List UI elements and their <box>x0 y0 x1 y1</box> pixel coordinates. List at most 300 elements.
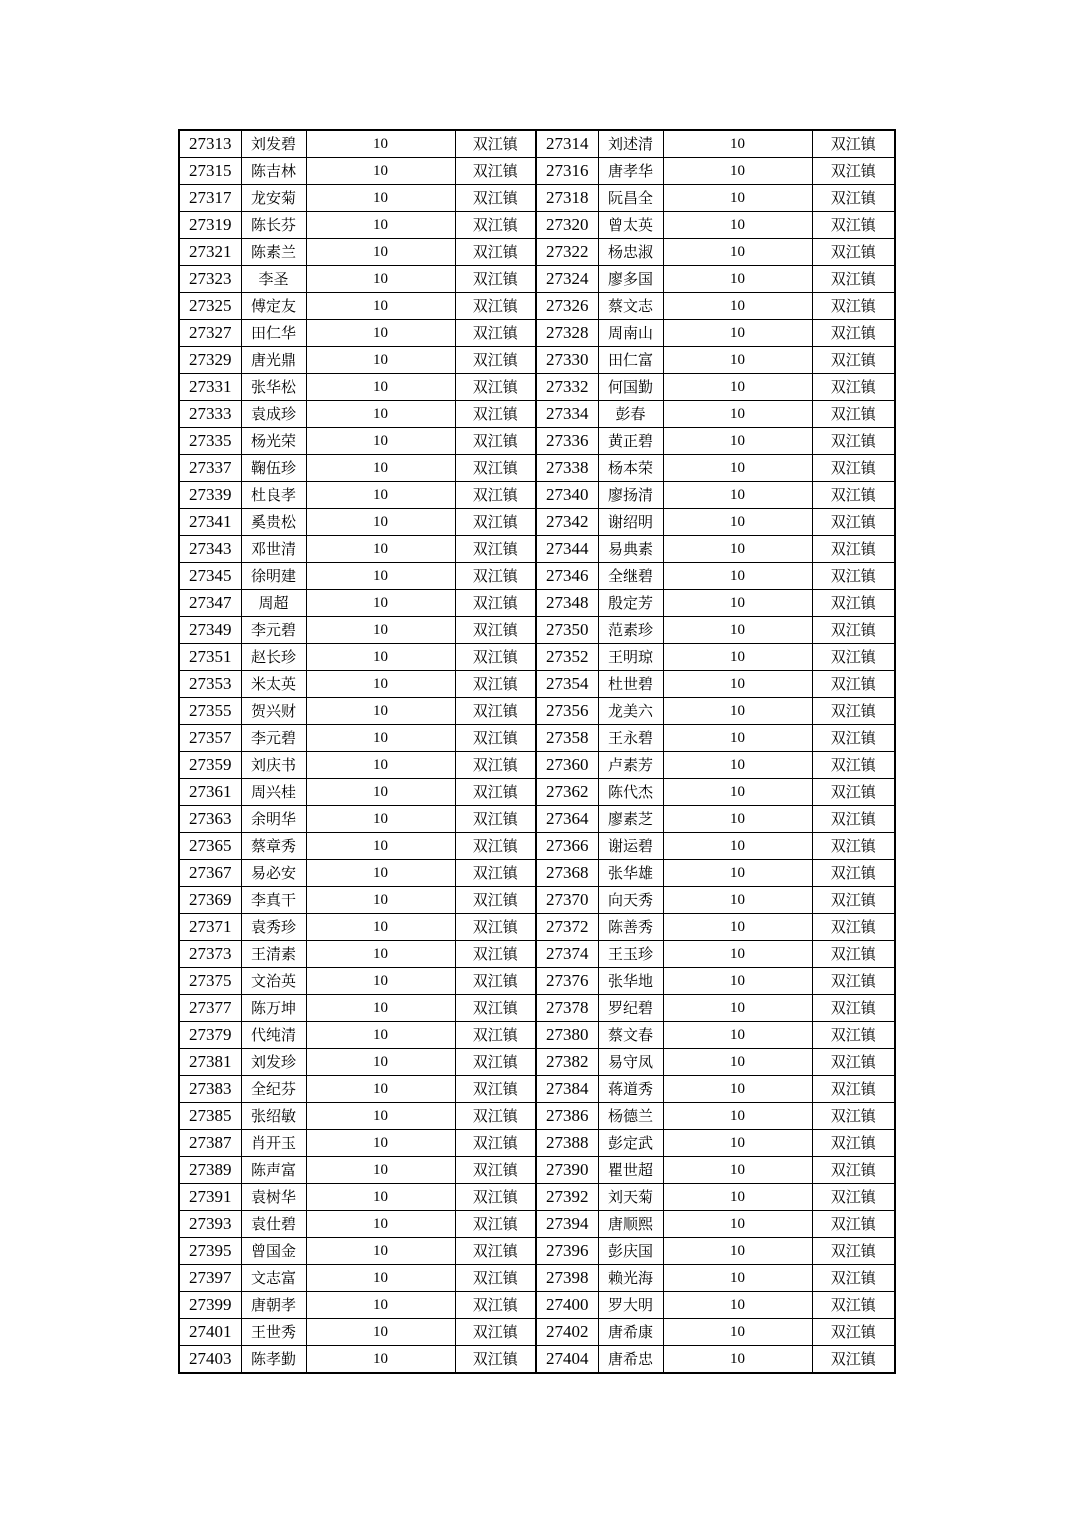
left-town-name-cell: 双江镇 <box>455 1265 536 1292</box>
left-person-name-cell: 曾国金 <box>241 1238 306 1265</box>
right-amount-cell: 10 <box>663 671 812 698</box>
right-person-name-cell: 唐孝华 <box>598 158 663 185</box>
left-record-id-cell: 27355 <box>179 698 241 725</box>
roster-table-body <box>179 130 895 1373</box>
right-person-name-cell: 张华地 <box>598 968 663 995</box>
right-record-id-cell: 27324 <box>536 266 598 293</box>
table-row <box>179 1319 895 1346</box>
right-person-name-cell: 王明琼 <box>598 644 663 671</box>
left-record-id-cell: 27369 <box>179 887 241 914</box>
right-record-id-cell: 27384 <box>536 1076 598 1103</box>
left-town-name-cell: 双江镇 <box>455 1076 536 1103</box>
right-town-name-cell: 双江镇 <box>812 158 895 185</box>
left-amount-cell: 10 <box>306 401 455 428</box>
right-amount-cell: 10 <box>663 887 812 914</box>
right-amount-cell: 10 <box>663 941 812 968</box>
right-person-name-cell: 向天秀 <box>598 887 663 914</box>
left-town-name-cell: 双江镇 <box>455 617 536 644</box>
right-amount-cell: 10 <box>663 130 812 158</box>
right-person-name-cell: 黄正碧 <box>598 428 663 455</box>
table-row <box>179 455 895 482</box>
left-record-id-cell: 27339 <box>179 482 241 509</box>
right-town-name-cell: 双江镇 <box>812 320 895 347</box>
right-town-name-cell: 双江镇 <box>812 509 895 536</box>
right-record-id-cell: 27340 <box>536 482 598 509</box>
right-town-name-cell: 双江镇 <box>812 590 895 617</box>
right-person-name-cell: 杨本荣 <box>598 455 663 482</box>
right-town-name-cell: 双江镇 <box>812 1049 895 1076</box>
right-town-name-cell: 双江镇 <box>812 536 895 563</box>
left-record-id-cell: 27325 <box>179 293 241 320</box>
right-person-name-cell: 陈代杰 <box>598 779 663 806</box>
table-row <box>179 860 895 887</box>
left-person-name-cell: 袁成珍 <box>241 401 306 428</box>
right-amount-cell: 10 <box>663 401 812 428</box>
right-record-id-cell: 27342 <box>536 509 598 536</box>
left-town-name-cell: 双江镇 <box>455 455 536 482</box>
left-record-id-cell: 27385 <box>179 1103 241 1130</box>
left-town-name-cell: 双江镇 <box>455 671 536 698</box>
right-person-name-cell: 彭春 <box>598 401 663 428</box>
right-person-name-cell: 蒋道秀 <box>598 1076 663 1103</box>
right-town-name-cell: 双江镇 <box>812 617 895 644</box>
right-amount-cell: 10 <box>663 1103 812 1130</box>
left-record-id-cell: 27321 <box>179 239 241 266</box>
right-record-id-cell: 27320 <box>536 212 598 239</box>
right-record-id-cell: 27372 <box>536 914 598 941</box>
left-record-id-cell: 27337 <box>179 455 241 482</box>
right-record-id-cell: 27362 <box>536 779 598 806</box>
left-record-id-cell: 27317 <box>179 185 241 212</box>
table-row <box>179 401 895 428</box>
table-row <box>179 185 895 212</box>
right-person-name-cell: 范素珍 <box>598 617 663 644</box>
right-person-name-cell: 彭定武 <box>598 1130 663 1157</box>
table-row <box>179 1184 895 1211</box>
right-amount-cell: 10 <box>663 347 812 374</box>
right-amount-cell: 10 <box>663 482 812 509</box>
left-record-id-cell: 27353 <box>179 671 241 698</box>
right-person-name-cell: 周南山 <box>598 320 663 347</box>
right-person-name-cell: 唐希康 <box>598 1319 663 1346</box>
left-person-name-cell: 刘庆书 <box>241 752 306 779</box>
table-row <box>179 698 895 725</box>
left-amount-cell: 10 <box>306 1103 455 1130</box>
left-person-name-cell: 刘发珍 <box>241 1049 306 1076</box>
left-amount-cell: 10 <box>306 860 455 887</box>
right-record-id-cell: 27390 <box>536 1157 598 1184</box>
left-amount-cell: 10 <box>306 293 455 320</box>
left-amount-cell: 10 <box>306 833 455 860</box>
right-person-name-cell: 田仁富 <box>598 347 663 374</box>
left-person-name-cell: 奚贵松 <box>241 509 306 536</box>
table-row <box>179 347 895 374</box>
table-row <box>179 509 895 536</box>
right-record-id-cell: 27382 <box>536 1049 598 1076</box>
right-amount-cell: 10 <box>663 860 812 887</box>
right-amount-cell: 10 <box>663 320 812 347</box>
left-person-name-cell: 张绍敏 <box>241 1103 306 1130</box>
right-town-name-cell: 双江镇 <box>812 1265 895 1292</box>
right-person-name-cell: 阮昌全 <box>598 185 663 212</box>
right-person-name-cell: 罗大明 <box>598 1292 663 1319</box>
table-row <box>179 779 895 806</box>
left-amount-cell: 10 <box>306 725 455 752</box>
right-record-id-cell: 27322 <box>536 239 598 266</box>
right-record-id-cell: 27368 <box>536 860 598 887</box>
left-town-name-cell: 双江镇 <box>455 1319 536 1346</box>
left-amount-cell: 10 <box>306 914 455 941</box>
left-record-id-cell: 27347 <box>179 590 241 617</box>
left-record-id-cell: 27367 <box>179 860 241 887</box>
left-record-id-cell: 27361 <box>179 779 241 806</box>
right-town-name-cell: 双江镇 <box>812 1022 895 1049</box>
table-row <box>179 833 895 860</box>
right-town-name-cell: 双江镇 <box>812 779 895 806</box>
right-person-name-cell: 易典素 <box>598 536 663 563</box>
table-row <box>179 320 895 347</box>
right-record-id-cell: 27328 <box>536 320 598 347</box>
right-person-name-cell: 廖多国 <box>598 266 663 293</box>
right-person-name-cell: 刘天菊 <box>598 1184 663 1211</box>
left-amount-cell: 10 <box>306 239 455 266</box>
left-record-id-cell: 27351 <box>179 644 241 671</box>
left-person-name-cell: 余明华 <box>241 806 306 833</box>
left-person-name-cell: 徐明建 <box>241 563 306 590</box>
right-record-id-cell: 27398 <box>536 1265 598 1292</box>
right-person-name-cell: 谢运碧 <box>598 833 663 860</box>
right-record-id-cell: 27330 <box>536 347 598 374</box>
table-row <box>179 1022 895 1049</box>
left-amount-cell: 10 <box>306 185 455 212</box>
left-person-name-cell: 文志富 <box>241 1265 306 1292</box>
left-person-name-cell: 鞠伍珍 <box>241 455 306 482</box>
table-row <box>179 941 895 968</box>
left-town-name-cell: 双江镇 <box>455 914 536 941</box>
left-person-name-cell: 易必安 <box>241 860 306 887</box>
left-town-name-cell: 双江镇 <box>455 1049 536 1076</box>
left-amount-cell: 10 <box>306 779 455 806</box>
right-amount-cell: 10 <box>663 455 812 482</box>
right-person-name-cell: 龙美六 <box>598 698 663 725</box>
left-person-name-cell: 陈声富 <box>241 1157 306 1184</box>
right-record-id-cell: 27358 <box>536 725 598 752</box>
right-record-id-cell: 27364 <box>536 806 598 833</box>
left-person-name-cell: 邓世清 <box>241 536 306 563</box>
left-record-id-cell: 27343 <box>179 536 241 563</box>
right-record-id-cell: 27370 <box>536 887 598 914</box>
right-town-name-cell: 双江镇 <box>812 239 895 266</box>
left-amount-cell: 10 <box>306 158 455 185</box>
left-record-id-cell: 27319 <box>179 212 241 239</box>
right-town-name-cell: 双江镇 <box>812 563 895 590</box>
left-person-name-cell: 唐光鼎 <box>241 347 306 374</box>
right-amount-cell: 10 <box>663 968 812 995</box>
left-record-id-cell: 27341 <box>179 509 241 536</box>
left-person-name-cell: 陈孝勤 <box>241 1346 306 1374</box>
left-person-name-cell: 杨光荣 <box>241 428 306 455</box>
right-person-name-cell: 杨忠淑 <box>598 239 663 266</box>
right-amount-cell: 10 <box>663 1157 812 1184</box>
left-record-id-cell: 27329 <box>179 347 241 374</box>
table-row <box>179 725 895 752</box>
right-town-name-cell: 双江镇 <box>812 293 895 320</box>
left-record-id-cell: 27381 <box>179 1049 241 1076</box>
left-person-name-cell: 全纪芬 <box>241 1076 306 1103</box>
right-town-name-cell: 双江镇 <box>812 752 895 779</box>
left-amount-cell: 10 <box>306 590 455 617</box>
right-person-name-cell: 杨德兰 <box>598 1103 663 1130</box>
right-town-name-cell: 双江镇 <box>812 833 895 860</box>
left-town-name-cell: 双江镇 <box>455 887 536 914</box>
right-town-name-cell: 双江镇 <box>812 887 895 914</box>
right-person-name-cell: 刘述清 <box>598 130 663 158</box>
left-record-id-cell: 27395 <box>179 1238 241 1265</box>
right-town-name-cell: 双江镇 <box>812 455 895 482</box>
left-amount-cell: 10 <box>306 1130 455 1157</box>
right-record-id-cell: 27360 <box>536 752 598 779</box>
left-record-id-cell: 27391 <box>179 1184 241 1211</box>
left-town-name-cell: 双江镇 <box>455 130 536 158</box>
right-record-id-cell: 27394 <box>536 1211 598 1238</box>
left-person-name-cell: 周超 <box>241 590 306 617</box>
left-amount-cell: 10 <box>306 130 455 158</box>
table-row <box>179 995 895 1022</box>
table-row <box>179 671 895 698</box>
left-town-name-cell: 双江镇 <box>455 482 536 509</box>
right-amount-cell: 10 <box>663 779 812 806</box>
left-record-id-cell: 27345 <box>179 563 241 590</box>
left-amount-cell: 10 <box>306 1211 455 1238</box>
left-amount-cell: 10 <box>306 1346 455 1374</box>
left-amount-cell: 10 <box>306 428 455 455</box>
right-person-name-cell: 杜世碧 <box>598 671 663 698</box>
right-person-name-cell: 罗纪碧 <box>598 995 663 1022</box>
table-row <box>179 617 895 644</box>
right-person-name-cell: 谢绍明 <box>598 509 663 536</box>
left-record-id-cell: 27403 <box>179 1346 241 1374</box>
table-row <box>179 968 895 995</box>
right-record-id-cell: 27352 <box>536 644 598 671</box>
right-record-id-cell: 27346 <box>536 563 598 590</box>
left-town-name-cell: 双江镇 <box>455 347 536 374</box>
left-amount-cell: 10 <box>306 887 455 914</box>
left-person-name-cell: 袁仕碧 <box>241 1211 306 1238</box>
right-amount-cell: 10 <box>663 644 812 671</box>
left-record-id-cell: 27401 <box>179 1319 241 1346</box>
table-row <box>179 1157 895 1184</box>
right-town-name-cell: 双江镇 <box>812 995 895 1022</box>
right-record-id-cell: 27366 <box>536 833 598 860</box>
right-person-name-cell: 王玉珍 <box>598 941 663 968</box>
left-town-name-cell: 双江镇 <box>455 509 536 536</box>
left-amount-cell: 10 <box>306 644 455 671</box>
left-amount-cell: 10 <box>306 347 455 374</box>
right-person-name-cell: 易守凤 <box>598 1049 663 1076</box>
left-town-name-cell: 双江镇 <box>455 806 536 833</box>
table-row <box>179 590 895 617</box>
right-town-name-cell: 双江镇 <box>812 644 895 671</box>
left-amount-cell: 10 <box>306 1076 455 1103</box>
left-person-name-cell: 李元碧 <box>241 617 306 644</box>
right-person-name-cell: 瞿世超 <box>598 1157 663 1184</box>
right-record-id-cell: 27336 <box>536 428 598 455</box>
left-amount-cell: 10 <box>306 1022 455 1049</box>
left-record-id-cell: 27399 <box>179 1292 241 1319</box>
left-person-name-cell: 唐朝孝 <box>241 1292 306 1319</box>
left-record-id-cell: 27323 <box>179 266 241 293</box>
right-amount-cell: 10 <box>663 1049 812 1076</box>
table-row <box>179 914 895 941</box>
table-row <box>179 1211 895 1238</box>
left-person-name-cell: 龙安菊 <box>241 185 306 212</box>
right-town-name-cell: 双江镇 <box>812 428 895 455</box>
left-person-name-cell: 李元碧 <box>241 725 306 752</box>
left-town-name-cell: 双江镇 <box>455 698 536 725</box>
right-amount-cell: 10 <box>663 1346 812 1374</box>
right-town-name-cell: 双江镇 <box>812 185 895 212</box>
right-town-name-cell: 双江镇 <box>812 1292 895 1319</box>
right-amount-cell: 10 <box>663 374 812 401</box>
left-amount-cell: 10 <box>306 752 455 779</box>
table-row <box>179 752 895 779</box>
left-town-name-cell: 双江镇 <box>455 968 536 995</box>
left-record-id-cell: 27377 <box>179 995 241 1022</box>
right-record-id-cell: 27392 <box>536 1184 598 1211</box>
right-person-name-cell: 卢素芳 <box>598 752 663 779</box>
left-record-id-cell: 27327 <box>179 320 241 347</box>
right-record-id-cell: 27334 <box>536 401 598 428</box>
left-record-id-cell: 27357 <box>179 725 241 752</box>
left-record-id-cell: 27331 <box>179 374 241 401</box>
left-person-name-cell: 田仁华 <box>241 320 306 347</box>
right-town-name-cell: 双江镇 <box>812 1076 895 1103</box>
left-amount-cell: 10 <box>306 563 455 590</box>
right-record-id-cell: 27332 <box>536 374 598 401</box>
table-row <box>179 1103 895 1130</box>
left-town-name-cell: 双江镇 <box>455 185 536 212</box>
left-town-name-cell: 双江镇 <box>455 293 536 320</box>
left-record-id-cell: 27389 <box>179 1157 241 1184</box>
table-row <box>179 1346 895 1374</box>
table-row <box>179 1238 895 1265</box>
right-amount-cell: 10 <box>663 509 812 536</box>
left-person-name-cell: 张华松 <box>241 374 306 401</box>
table-row <box>179 239 895 266</box>
left-amount-cell: 10 <box>306 212 455 239</box>
right-amount-cell: 10 <box>663 563 812 590</box>
left-town-name-cell: 双江镇 <box>455 752 536 779</box>
right-town-name-cell: 双江镇 <box>812 1238 895 1265</box>
right-amount-cell: 10 <box>663 752 812 779</box>
left-person-name-cell: 陈万坤 <box>241 995 306 1022</box>
left-town-name-cell: 双江镇 <box>455 941 536 968</box>
left-town-name-cell: 双江镇 <box>455 1022 536 1049</box>
left-town-name-cell: 双江镇 <box>455 374 536 401</box>
left-amount-cell: 10 <box>306 617 455 644</box>
table-row <box>179 293 895 320</box>
left-town-name-cell: 双江镇 <box>455 1238 536 1265</box>
left-town-name-cell: 双江镇 <box>455 158 536 185</box>
left-town-name-cell: 双江镇 <box>455 320 536 347</box>
right-amount-cell: 10 <box>663 536 812 563</box>
right-record-id-cell: 27388 <box>536 1130 598 1157</box>
right-record-id-cell: 27376 <box>536 968 598 995</box>
left-record-id-cell: 27365 <box>179 833 241 860</box>
right-person-name-cell: 廖扬清 <box>598 482 663 509</box>
left-town-name-cell: 双江镇 <box>455 401 536 428</box>
right-amount-cell: 10 <box>663 1265 812 1292</box>
left-person-name-cell: 刘发碧 <box>241 130 306 158</box>
right-amount-cell: 10 <box>663 1211 812 1238</box>
right-amount-cell: 10 <box>663 1184 812 1211</box>
table-row <box>179 428 895 455</box>
right-record-id-cell: 27350 <box>536 617 598 644</box>
right-record-id-cell: 27404 <box>536 1346 598 1374</box>
table-row <box>179 266 895 293</box>
right-person-name-cell: 殷定芳 <box>598 590 663 617</box>
left-town-name-cell: 双江镇 <box>455 239 536 266</box>
left-town-name-cell: 双江镇 <box>455 590 536 617</box>
right-town-name-cell: 双江镇 <box>812 1211 895 1238</box>
left-amount-cell: 10 <box>306 482 455 509</box>
right-record-id-cell: 27396 <box>536 1238 598 1265</box>
right-record-id-cell: 27326 <box>536 293 598 320</box>
right-person-name-cell: 何国勤 <box>598 374 663 401</box>
left-amount-cell: 10 <box>306 266 455 293</box>
right-town-name-cell: 双江镇 <box>812 725 895 752</box>
left-record-id-cell: 27349 <box>179 617 241 644</box>
table-row <box>179 1049 895 1076</box>
left-person-name-cell: 陈吉林 <box>241 158 306 185</box>
left-record-id-cell: 27397 <box>179 1265 241 1292</box>
right-town-name-cell: 双江镇 <box>812 401 895 428</box>
right-town-name-cell: 双江镇 <box>812 266 895 293</box>
left-amount-cell: 10 <box>306 374 455 401</box>
left-person-name-cell: 肖开玉 <box>241 1130 306 1157</box>
table-row <box>179 1076 895 1103</box>
left-person-name-cell: 赵长珍 <box>241 644 306 671</box>
right-record-id-cell: 27374 <box>536 941 598 968</box>
left-amount-cell: 10 <box>306 1319 455 1346</box>
left-town-name-cell: 双江镇 <box>455 266 536 293</box>
left-amount-cell: 10 <box>306 968 455 995</box>
right-town-name-cell: 双江镇 <box>812 914 895 941</box>
right-person-name-cell: 王永碧 <box>598 725 663 752</box>
left-town-name-cell: 双江镇 <box>455 725 536 752</box>
left-amount-cell: 10 <box>306 509 455 536</box>
left-town-name-cell: 双江镇 <box>455 779 536 806</box>
left-amount-cell: 10 <box>306 1184 455 1211</box>
right-amount-cell: 10 <box>663 833 812 860</box>
left-town-name-cell: 双江镇 <box>455 1292 536 1319</box>
left-amount-cell: 10 <box>306 455 455 482</box>
left-amount-cell: 10 <box>306 1157 455 1184</box>
right-town-name-cell: 双江镇 <box>812 212 895 239</box>
right-record-id-cell: 27338 <box>536 455 598 482</box>
right-amount-cell: 10 <box>663 1319 812 1346</box>
right-amount-cell: 10 <box>663 617 812 644</box>
right-town-name-cell: 双江镇 <box>812 671 895 698</box>
left-person-name-cell: 王世秀 <box>241 1319 306 1346</box>
left-record-id-cell: 27371 <box>179 914 241 941</box>
right-town-name-cell: 双江镇 <box>812 806 895 833</box>
right-amount-cell: 10 <box>663 212 812 239</box>
left-record-id-cell: 27379 <box>179 1022 241 1049</box>
right-amount-cell: 10 <box>663 239 812 266</box>
table-row <box>179 374 895 401</box>
table-row <box>179 1130 895 1157</box>
